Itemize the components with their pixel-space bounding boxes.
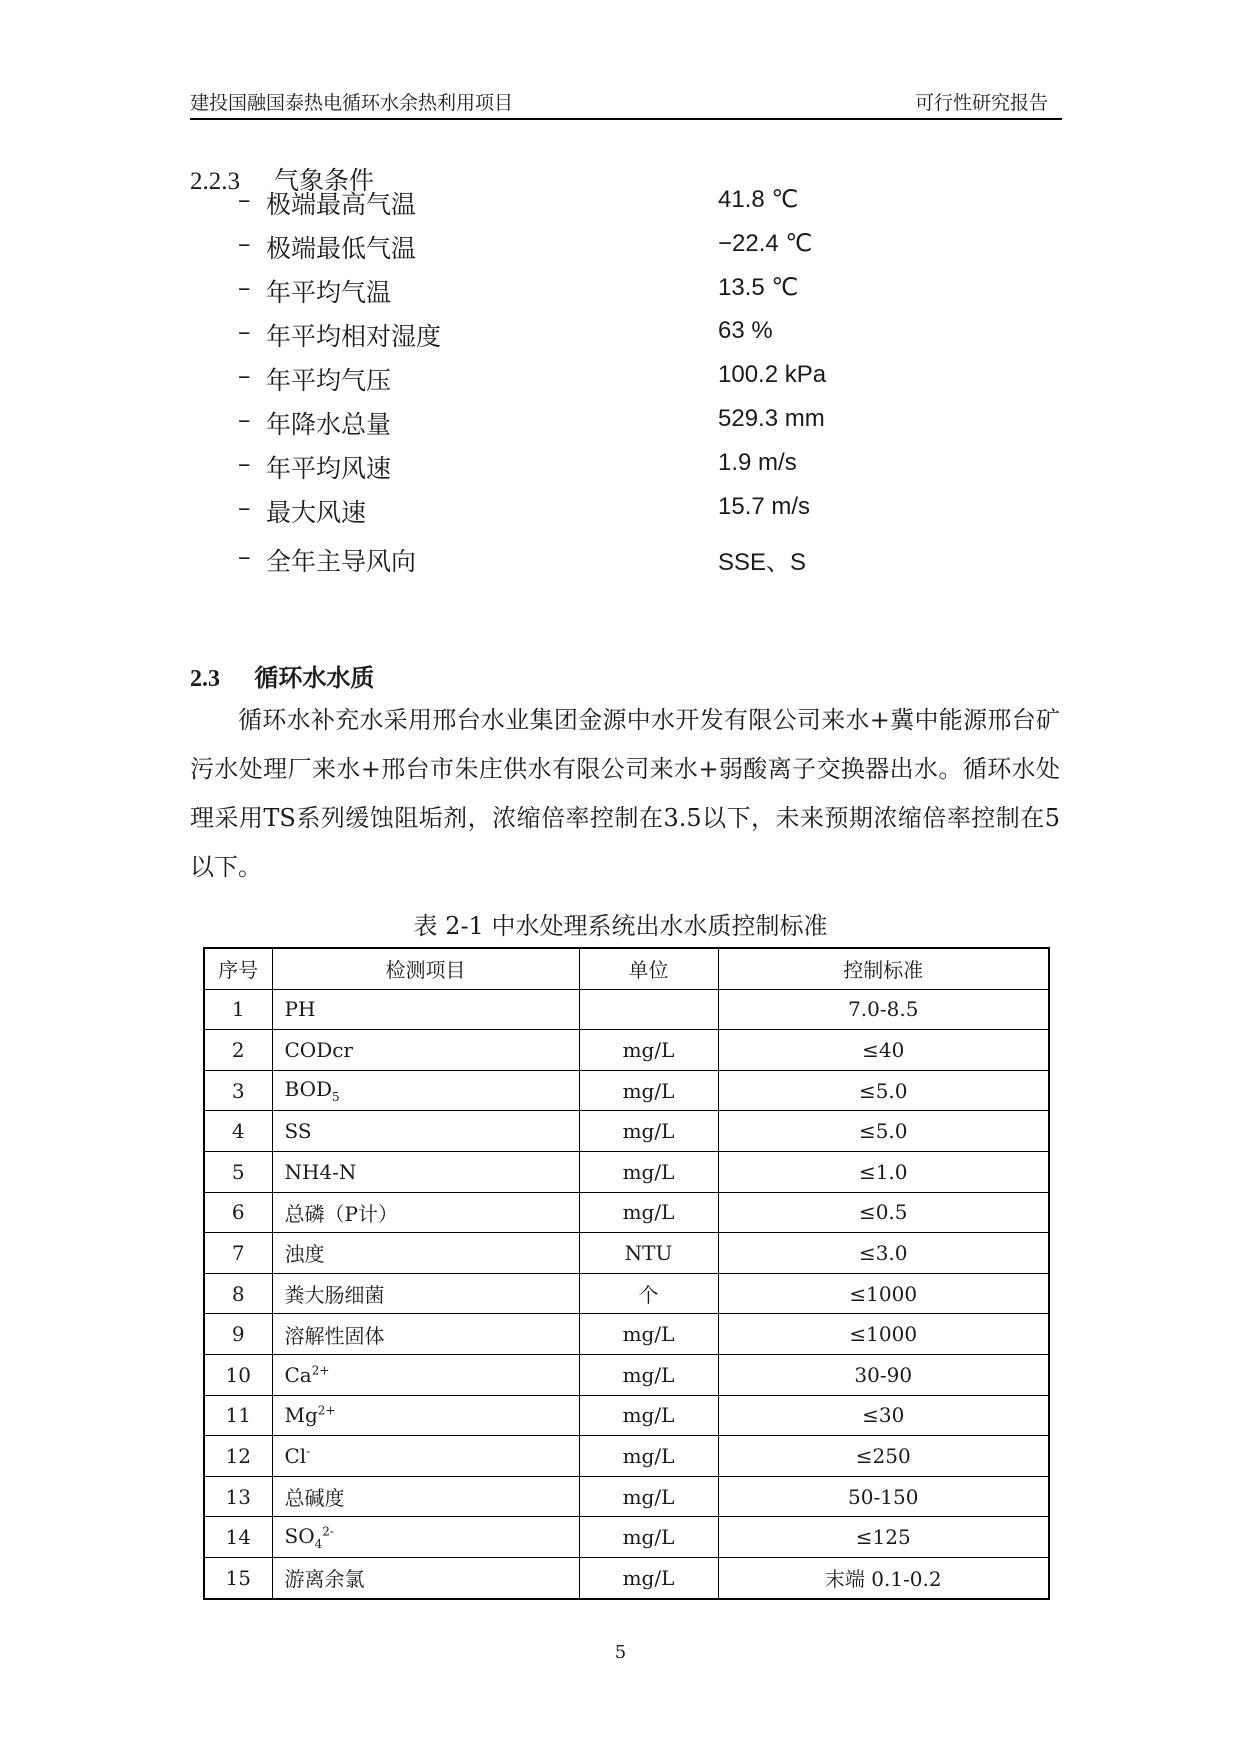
weather-value: 13.5 ℃ <box>718 274 799 301</box>
cell-no: 15 <box>204 1557 272 1598</box>
header-project-title: 建投国融国泰热电循环水余热利用项目 <box>190 92 514 114</box>
weather-row <box>238 229 938 265</box>
table-row <box>204 1273 1049 1314</box>
cell-standard: ≤3.0 <box>718 1233 1049 1274</box>
weather-label: 最大风速 <box>266 498 367 527</box>
cell-standard: ≤125 <box>718 1517 1049 1558</box>
cell-no: 1 <box>204 989 272 1030</box>
cell-no: 13 <box>204 1476 272 1517</box>
table-row <box>204 1557 1049 1598</box>
cell-standard: ≤30 <box>718 1395 1049 1436</box>
header-report-type: 可行性研究报告 <box>914 92 1048 114</box>
table-row <box>204 1151 1049 1192</box>
cell-standard: ≤1000 <box>718 1273 1049 1314</box>
list-dash: – <box>238 185 251 214</box>
weather-label: 年平均气压 <box>266 366 392 395</box>
section-number: 2.3 <box>190 666 220 692</box>
cell-item <box>272 1030 579 1071</box>
cell-item <box>272 1354 579 1395</box>
cell-unit: mg/L <box>579 1395 718 1436</box>
item-text: Ca <box>284 1362 312 1387</box>
cell-standard: ≤250 <box>718 1436 1049 1477</box>
header-standard: 控制标准 <box>718 948 1049 989</box>
cell-standard: ≤1000 <box>718 1314 1049 1355</box>
page-header <box>190 88 1062 120</box>
table-row <box>204 1030 1049 1071</box>
header-no: 序号 <box>204 948 272 989</box>
item-superscript: - <box>306 1444 311 1459</box>
table-row <box>204 1314 1049 1355</box>
item-subscript: 5 <box>332 1090 340 1105</box>
list-dash: – <box>238 361 251 390</box>
cell-item <box>272 1436 579 1477</box>
weather-row <box>238 317 938 353</box>
cell-item <box>272 1476 579 1517</box>
weather-label: 年平均相对湿度 <box>266 322 442 351</box>
weather-value: 100.2 kPa <box>718 361 827 388</box>
weather-label: 全年主导风向 <box>266 547 417 576</box>
item-text: 总碱度 <box>284 1486 345 1511</box>
weather-value: 529.3 mm <box>718 405 825 432</box>
list-dash: – <box>238 449 251 478</box>
cell-no: 10 <box>204 1354 272 1395</box>
cell-no: 2 <box>204 1030 272 1071</box>
list-dash: – <box>238 493 251 522</box>
cell-no: 7 <box>204 1233 272 1274</box>
cell-unit: mg/L <box>579 1151 718 1192</box>
cell-no: 11 <box>204 1395 272 1436</box>
cell-no: 14 <box>204 1517 272 1558</box>
list-dash: – <box>238 229 251 258</box>
cell-standard: ≤40 <box>718 1030 1049 1071</box>
cell-unit: mg/L <box>579 1192 718 1233</box>
cell-item <box>272 1151 579 1192</box>
cell-standard: ≤1.0 <box>718 1151 1049 1192</box>
item-text: 浊度 <box>284 1242 325 1267</box>
cell-item <box>272 1314 579 1355</box>
body-paragraph: 循环水补充水采用邢台水业集团金源中水开发有限公司来水+冀中能源邢台矿污水处理厂来水+邢台市朱庄供水有限公司来水+弱酸离子交换器出水。循环水处理采用TS系列缓蚀阻垢剂，浓缩倍率控制在3.5以下，未来预期浓缩倍率控制在5以下。 <box>190 706 1060 881</box>
cell-item <box>272 1111 579 1152</box>
weather-value: 15.7 m/s <box>718 493 811 520</box>
table-row <box>204 1395 1049 1436</box>
weather-row <box>238 493 938 529</box>
header-unit: 单位 <box>579 948 718 989</box>
cell-no: 4 <box>204 1111 272 1152</box>
table-header-row <box>204 948 1049 989</box>
cell-no: 8 <box>204 1273 272 1314</box>
cell-item <box>272 1395 579 1436</box>
section-title: 循环水水质 <box>254 663 375 692</box>
cell-item <box>272 1273 579 1314</box>
cell-standard: ≤0.5 <box>718 1192 1049 1233</box>
item-text: 溶解性固体 <box>284 1323 385 1348</box>
section-title: 气象条件 <box>273 166 374 195</box>
weather-value: −22.4 ℃ <box>718 230 813 257</box>
cell-no: 9 <box>204 1314 272 1355</box>
cell-item <box>272 1557 579 1598</box>
item-text: Mg <box>284 1403 318 1428</box>
cell-item <box>272 1192 579 1233</box>
list-dash: – <box>238 273 251 302</box>
item-superscript: 2+ <box>317 1403 336 1418</box>
weather-label: 极端最低气温 <box>266 234 417 263</box>
item-text: NH4-N <box>284 1159 357 1184</box>
cell-unit: mg/L <box>579 1557 718 1598</box>
cell-unit: mg/L <box>579 1476 718 1517</box>
table-row <box>204 1354 1049 1395</box>
table-row <box>204 1517 1049 1558</box>
item-text: 游离余氯 <box>284 1567 365 1592</box>
item-text: 粪大肠细菌 <box>284 1283 385 1308</box>
cell-standard: 30-90 <box>718 1354 1049 1395</box>
header-item: 检测项目 <box>272 948 579 989</box>
table-row <box>204 1233 1049 1274</box>
cell-standard: ≤5.0 <box>718 1070 1049 1111</box>
weather-label: 年降水总量 <box>266 410 392 439</box>
cell-unit: mg/L <box>579 1354 718 1395</box>
cell-unit: 个 <box>579 1273 718 1314</box>
table-row <box>204 1070 1049 1111</box>
weather-row <box>238 361 938 397</box>
item-text: BOD <box>284 1077 332 1102</box>
weather-row <box>238 185 938 221</box>
weather-row <box>238 405 938 441</box>
item-text: PH <box>284 997 316 1022</box>
cell-unit: mg/L <box>579 1111 718 1152</box>
weather-value: 41.8 ℃ <box>718 186 799 213</box>
cell-item <box>272 1070 579 1111</box>
cell-standard: 末端 0.1-0.2 <box>718 1557 1049 1598</box>
item-text: Cl <box>284 1443 307 1468</box>
section-number: 2.2.3 <box>190 168 240 195</box>
item-text: SO <box>284 1523 315 1548</box>
list-dash: – <box>238 317 251 346</box>
weather-value: 63 % <box>718 317 773 344</box>
cell-no: 12 <box>204 1436 272 1477</box>
cell-unit: mg/L <box>579 1436 718 1477</box>
cell-no: 3 <box>204 1070 272 1111</box>
table-caption: 表 2-1 中水处理系统出水水质控制标准 <box>413 912 828 940</box>
table-row <box>204 989 1049 1030</box>
cell-no: 6 <box>204 1192 272 1233</box>
weather-row <box>238 273 938 309</box>
page-number: 5 <box>614 1642 627 1663</box>
weather-label: 年平均气温 <box>266 278 392 307</box>
cell-item <box>272 989 579 1030</box>
table-row <box>204 1476 1049 1517</box>
item-text: CODcr <box>284 1037 353 1062</box>
list-dash: – <box>238 405 251 434</box>
cell-standard: ≤5.0 <box>718 1111 1049 1152</box>
table-row <box>204 1436 1049 1477</box>
section-heading-2-3 <box>190 658 374 693</box>
item-superscript: 2- <box>322 1523 334 1538</box>
water-quality-table <box>203 947 1050 1600</box>
weather-label: 极端最高气温 <box>266 190 417 219</box>
cell-standard: 50-150 <box>718 1476 1049 1517</box>
weather-row <box>238 449 938 485</box>
table-row <box>204 1111 1049 1152</box>
cell-unit: mg/L <box>579 1070 718 1111</box>
cell-no: 5 <box>204 1151 272 1192</box>
weather-value: 1.9 m/s <box>718 449 797 476</box>
table-row <box>204 1192 1049 1233</box>
list-dash: – <box>238 542 251 571</box>
cell-unit: NTU <box>579 1233 718 1274</box>
weather-label: 年平均风速 <box>266 454 392 483</box>
cell-item <box>272 1233 579 1274</box>
item-superscript: 2+ <box>311 1363 330 1378</box>
cell-standard: 7.0-8.5 <box>718 989 1049 1030</box>
weather-row <box>238 542 938 578</box>
cell-unit: mg/L <box>579 1030 718 1071</box>
cell-unit: mg/L <box>579 1314 718 1355</box>
item-subscript: 4 <box>314 1536 323 1551</box>
item-text: SS <box>284 1119 312 1144</box>
cell-unit <box>579 989 718 1030</box>
cell-item <box>272 1517 579 1558</box>
weather-value: SSE、S <box>718 549 807 576</box>
cell-unit: mg/L <box>579 1517 718 1558</box>
item-text: 总磷（P计） <box>284 1201 398 1226</box>
